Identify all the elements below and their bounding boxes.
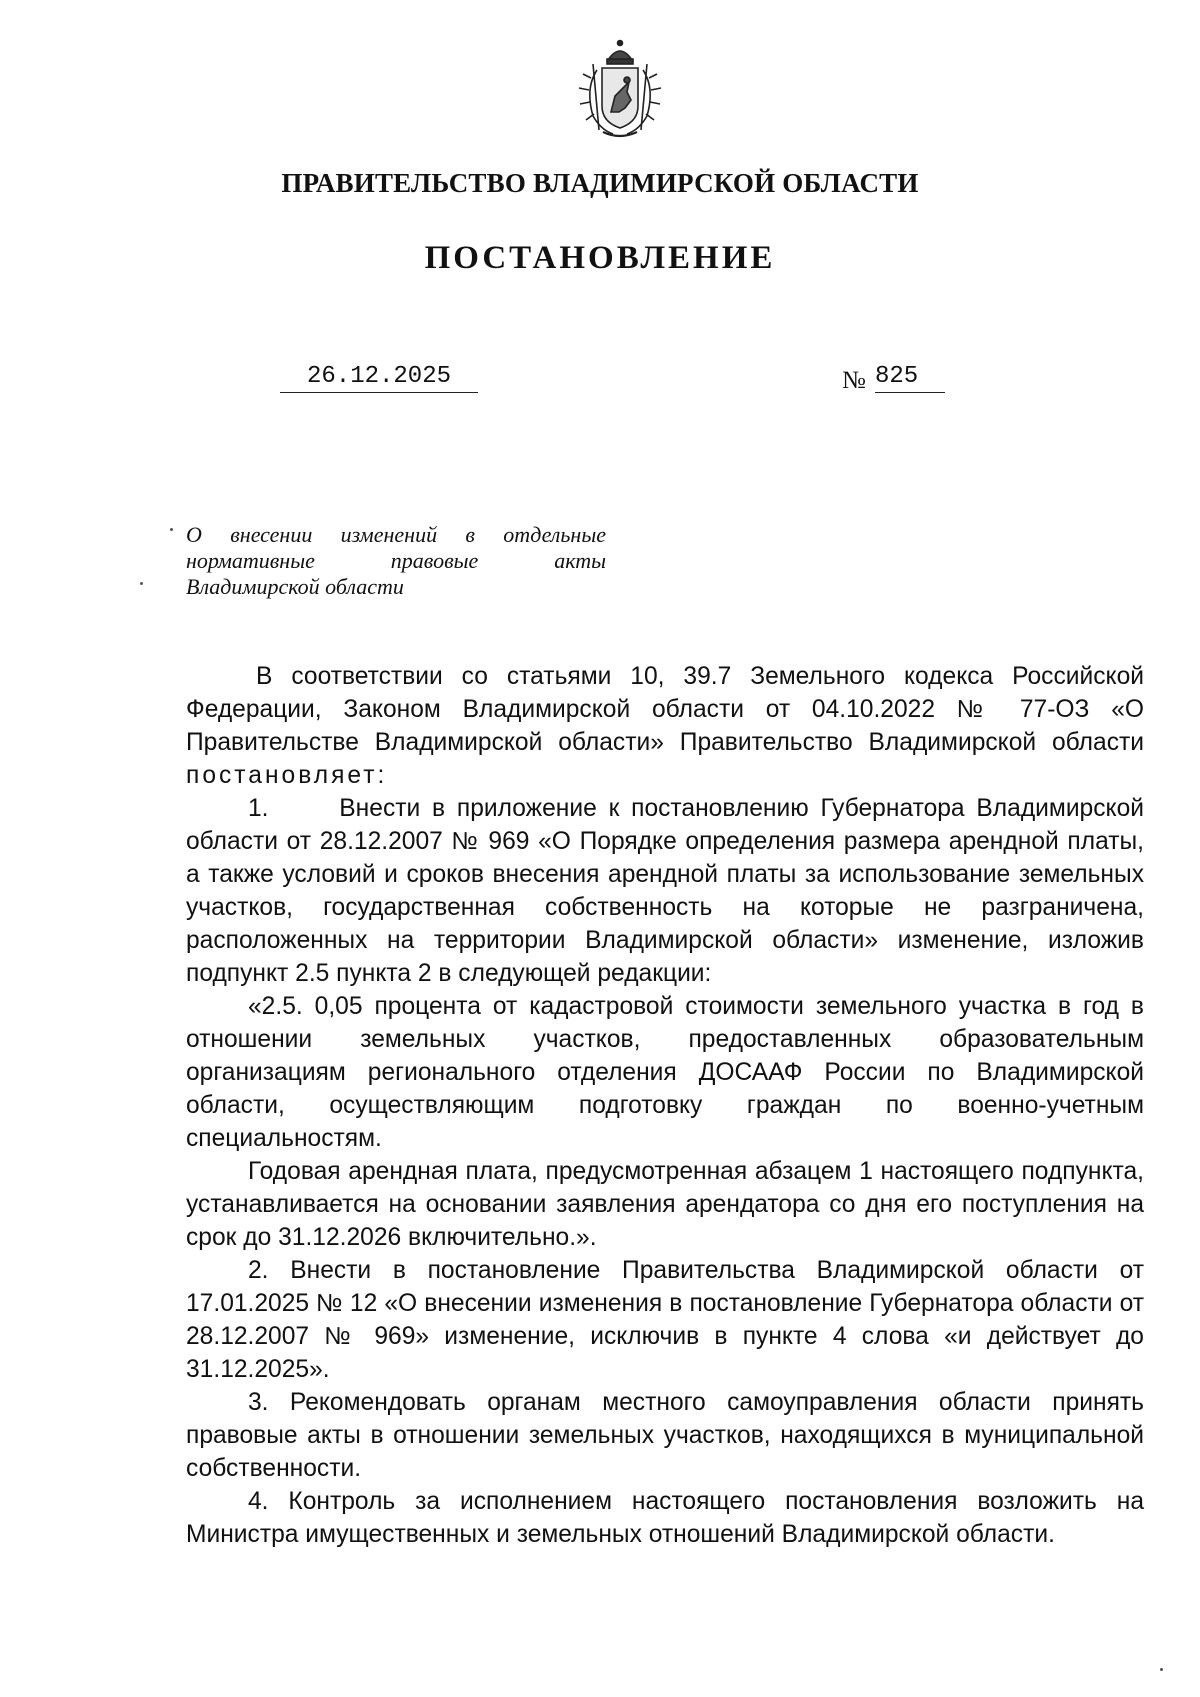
scan-speck <box>170 528 173 531</box>
quote-paragraph-2: Годовая арендная плата, предусмотренная абзацем 1 настоящего подпункта, устанавливается на основании заявления арендатора со дня его поступления на срок до 31.12.2026 включительно.». <box>186 1158 1144 1251</box>
document-subject <box>186 522 606 600</box>
preamble-verb: постановляет: <box>186 762 388 789</box>
subject-line: нормативные правовые акты <box>186 548 606 573</box>
subject-line: Владимирской области <box>186 574 404 599</box>
document-body <box>186 660 1144 1551</box>
subject-line: О внесении изменений в отдельные <box>186 522 606 547</box>
number-sign: № <box>842 367 866 394</box>
item-4-paragraph: 4. Контроль за исполнением настоящего постановления возложить на Министра имущественных и земельных отношений Владимирской области. <box>186 1488 1144 1548</box>
scan-speck <box>1160 1668 1163 1671</box>
item-3-paragraph: 3. Рекомендовать органам местного самоуправления области принять правовые акты в отношении земельных участков, находящихся в муниципальной собственности. <box>186 1389 1144 1482</box>
coat-of-arms-emblem <box>563 38 677 142</box>
organization-title: ПРАВИТЕЛЬСТВО ВЛАДИМИРСКОЙ ОБЛАСТИ <box>281 168 919 198</box>
scan-speck <box>140 582 143 585</box>
document-date: 26.12.2025 <box>280 363 478 393</box>
preamble-paragraph <box>186 660 1144 792</box>
preamble-text: В соответствии со статьями 10, 39.7 Земельного кодекса Российской Федерации, Законом Владимирской области от 04.10.2022 № 77-ОЗ «О Правительстве Владимирской области» Правительство Владимирской области <box>186 663 1144 756</box>
item-1-paragraph: 1. Внести в приложение к постановлению Губернатора Владимирской области от 28.12.2007 № 969 «О Порядке определения размера арендной платы, а также условий и сроков внесения арендной платы за использование земельных участков, государственная собственность на которые не разграничена, расположенных на территории Владимирской области» изменение, изложив подпункт 2.5 пункта 2 в следующей редакции: <box>186 795 1144 987</box>
quote-paragraph-1: «2.5. 0,05 процента от кадастровой стоимости земельного участка в год в отношении земельных участков, предоставленных образовательным организациям регионального отделения ДОСААФ России по Владимирской области, осуществляющим подготовку граждан по военно-учетным специальностям. <box>186 993 1144 1152</box>
document-type-title: ПОСТАНОВЛЕНИЕ <box>424 240 776 276</box>
document-number: 825 <box>875 363 945 393</box>
item-2-paragraph: 2. Внести в постановление Правительства Владимирской области от 17.01.2025 № 12 «О внесении изменения в постановление Губернатора области от 28.12.2007 № 969» изменение, исключив в пункте 4 слова «и действует до 31.12.2025». <box>186 1257 1144 1383</box>
